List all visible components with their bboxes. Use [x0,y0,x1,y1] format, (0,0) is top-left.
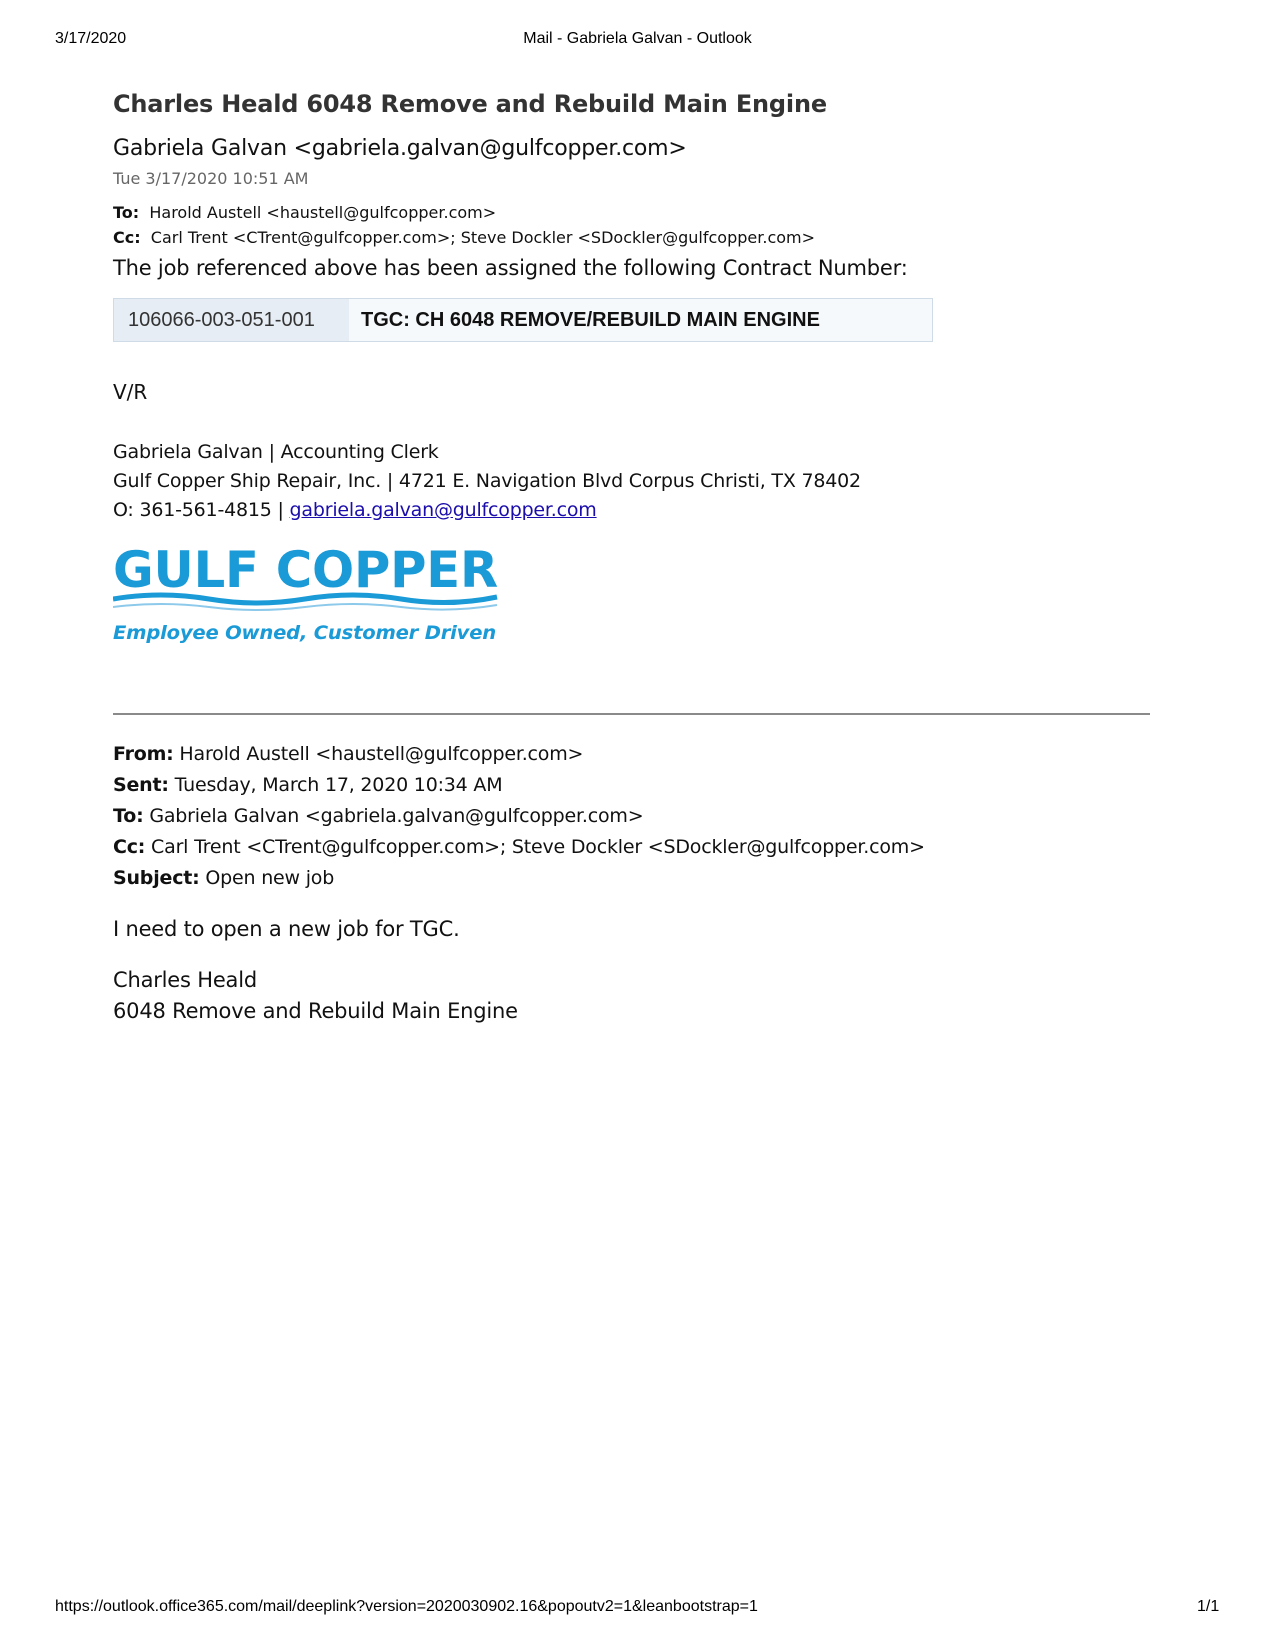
orig-sent: Tuesday, March 17, 2020 10:34 AM [168,774,503,796]
print-page-title: Mail - Gabriela Galvan - Outlook [523,30,752,47]
contract-number-table [113,298,933,342]
cc-label: Cc: [113,228,141,247]
logo-tagline: Employee Owned, Customer Driven [113,622,497,644]
to-line [113,200,1163,225]
orig-subject-line [113,863,1163,894]
gulf-copper-logo [113,533,503,651]
signature-phone: O: 361-561-4815 | [113,499,290,521]
signature-email-link[interactable]: gabriela.galvan@gulfcopper.com [289,499,597,521]
cc-line [113,225,1163,250]
orig-body-line-3: 6048 Remove and Rebuild Main Engine [113,999,518,1023]
print-date: 3/17/2020 [55,30,127,47]
print-page-number: 1/1 [1197,1598,1220,1615]
orig-cc-label: Cc: [113,836,146,858]
signature-contact [113,496,1163,525]
orig-cc: Carl Trent <CTrent@gulfcopper.com>; Steve Dockler <SDockler@gulfcopper.com> [145,836,925,858]
logo-wordmark: GULF COPPER [113,541,498,599]
signature-company-address: Gulf Copper Ship Repair, Inc. | 4721 E. Navigation Blvd Corpus Christi, TX 78402 [113,470,861,492]
email-signature [113,438,1163,651]
to-label: To: [113,203,140,222]
orig-sent-line [113,770,1163,801]
orig-body-line-1: I need to open a new job for TGC. [113,917,460,941]
orig-to-line [113,801,1163,832]
to-recipient[interactable]: Harold Austell <haustell@gulfcopper.com> [149,203,497,222]
print-url: https://outlook.office365.com/mail/deeplink?version=2020030902.16&popoutv2=1&leanbootstrap=1 [55,1598,758,1615]
message-divider [113,713,1150,715]
orig-subject-label: Subject: [113,867,200,889]
orig-sent-label: Sent: [113,774,169,796]
orig-to-label: To: [113,805,144,827]
contract-number: 106066-003-051-001 [114,299,349,341]
email-closing: V/R [113,380,148,404]
orig-subject: Open new job [199,867,335,889]
email-subject: Charles Heald 6048 Remove and Rebuild Main Engine [113,90,827,118]
original-message-body [113,914,1163,1027]
signature-name-title: Gabriela Galvan | Accounting Clerk [113,441,439,463]
email-message [113,90,1163,1027]
orig-from: Harold Austell <haustell@gulfcopper.com> [173,743,584,765]
email-sender[interactable]: Gabriela Galvan <gabriela.galvan@gulfcopper.com> [113,136,687,161]
orig-body-line-2: Charles Heald [113,968,257,992]
original-message-header [113,739,1163,894]
contract-description: TGC: CH 6048 REMOVE/REBUILD MAIN ENGINE [349,299,932,341]
orig-from-label: From: [113,743,174,765]
cc-recipients[interactable]: Carl Trent <CTrent@gulfcopper.com>; Steve Dockler <SDockler@gulfcopper.com> [150,228,816,247]
email-sent-time: Tue 3/17/2020 10:51 AM [113,169,309,188]
orig-from-line [113,739,1163,770]
orig-to: Gabriela Galvan <gabriela.galvan@gulfcopper.com> [143,805,644,827]
email-recipients [113,200,1163,250]
orig-cc-line [113,832,1163,863]
email-body-intro: The job referenced above has been assigned the following Contract Number: [113,256,908,280]
